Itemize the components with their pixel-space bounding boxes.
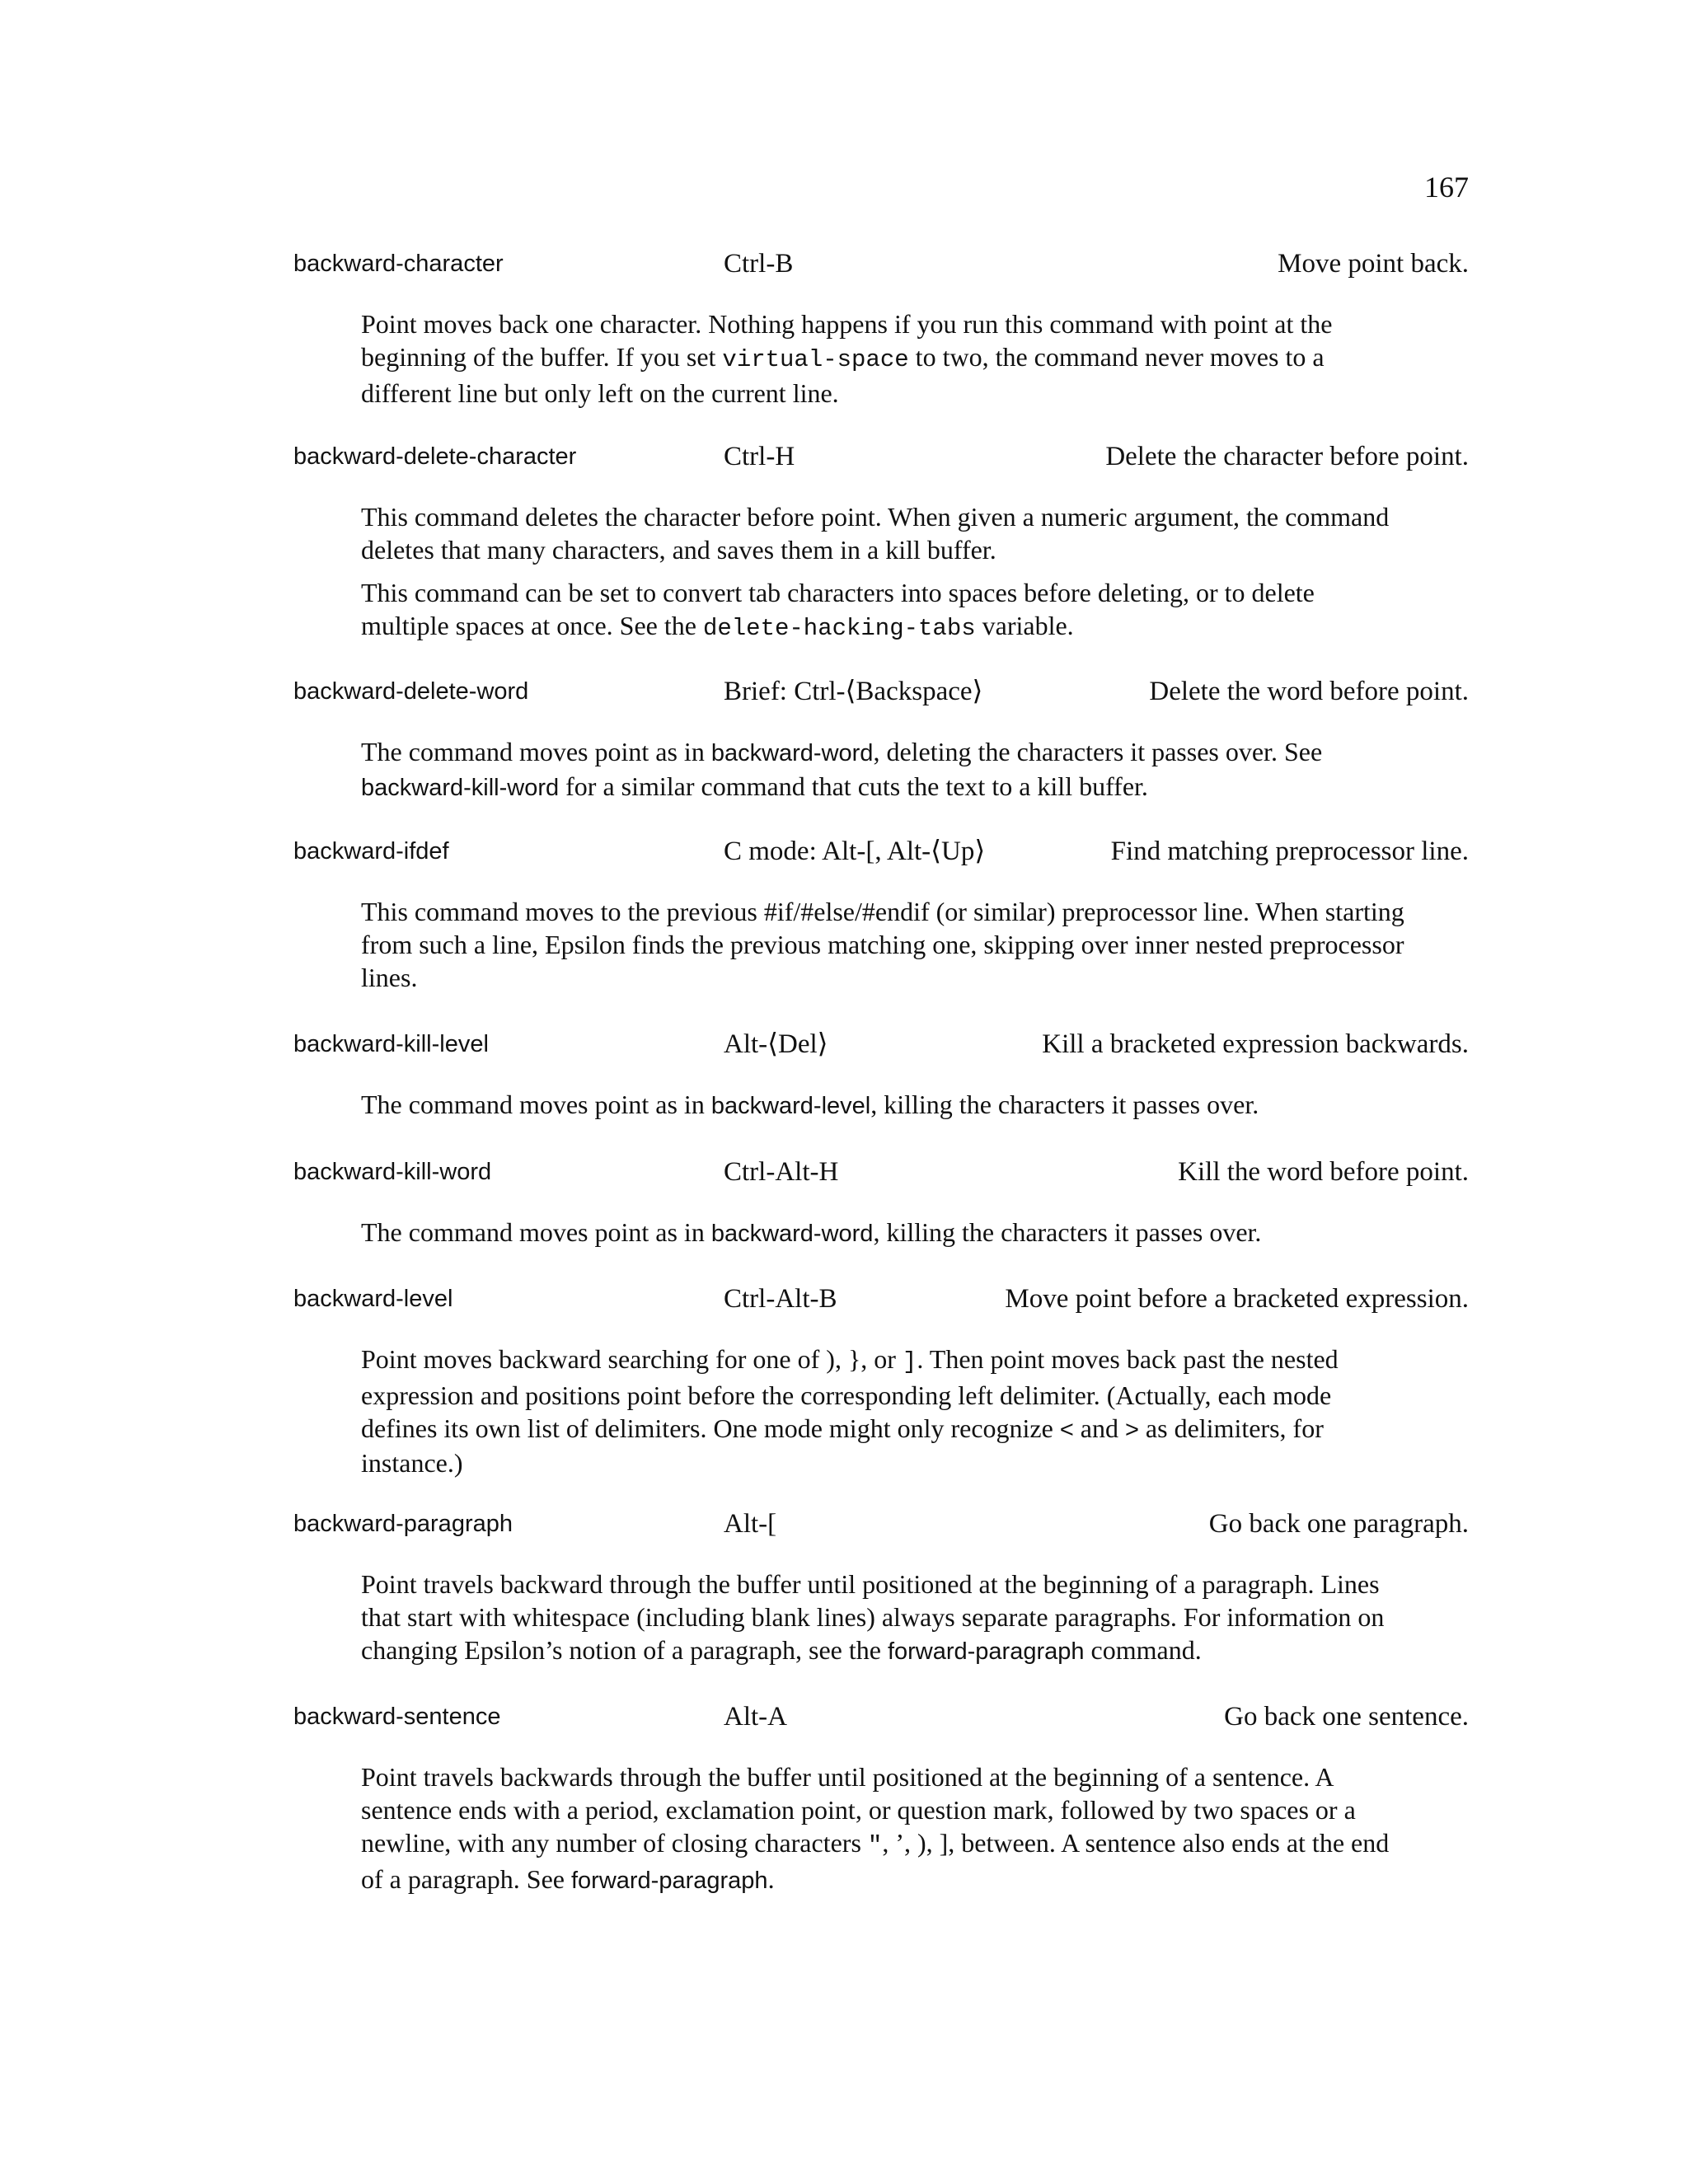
text-run: variable.	[975, 611, 1074, 640]
command-summary: Delete the word before point.	[1149, 677, 1469, 706]
command-summary: Go back one paragraph.	[1208, 1509, 1469, 1539]
key-binding: Ctrl-B	[724, 249, 794, 279]
description-paragraph	[361, 1343, 1408, 1479]
command-entry	[293, 672, 1469, 814]
entry-header	[293, 244, 1469, 284]
command-entry	[293, 1279, 1469, 1489]
command-summary: Move point back.	[1278, 249, 1469, 279]
text-run: .	[767, 1864, 775, 1894]
command-entry	[293, 437, 1469, 655]
command-reference: backward-word	[710, 1221, 874, 1247]
text-run: to two, the command never moves to a different line but only left on the current line.	[361, 342, 1325, 408]
command-name: backward-delete-character	[293, 443, 577, 470]
description-paragraph	[361, 1088, 1408, 1122]
command-name: backward-sentence	[293, 1704, 501, 1730]
command-summary: Delete the character before point.	[1105, 442, 1469, 471]
code-literal: "	[867, 1832, 883, 1859]
text-run: Point travels backwards through the buffer until positioned at the beginning of a sentence. A sentence ends with a period, exclamation point, or question mark, followed by two spaces or a newline, with any number of closing characters	[361, 1762, 1356, 1858]
command-entry	[293, 244, 1469, 419]
key-binding: Brief: Ctrl-⟨Backspace⟩	[724, 677, 983, 706]
command-entry	[293, 1504, 1469, 1678]
command-description	[361, 1216, 1408, 1250]
key-binding: Alt-⟨Del⟩	[724, 1029, 828, 1059]
command-reference: backward-word	[710, 740, 874, 766]
text-run: . Then point moves back past the nested expression and positions point before the corresponding left delimiter. (Actually, each mode defines its own list of delimiters. One mode might only recognize	[361, 1344, 1339, 1443]
text-run: This command can be set to convert tab characters into spaces before deleting, or to delete multiple spaces at once. See the	[361, 578, 1315, 640]
entry-header	[293, 1024, 1469, 1064]
key-binding: C mode: Alt-[, Alt-⟨Up⟩	[724, 837, 986, 866]
text-run: This command deletes the character before point. When given a numeric argument, the command deletes that many characters, and saves them in a kill buffer.	[361, 502, 1390, 565]
text-run: as delimiters, for instance.)	[361, 1413, 1324, 1478]
description-paragraph	[361, 895, 1408, 994]
command-name: backward-delete-word	[293, 678, 529, 705]
code-literal: ]	[902, 1348, 917, 1376]
key-binding: Ctrl-Alt-H	[724, 1157, 839, 1187]
description-paragraph	[361, 1216, 1408, 1250]
command-summary: Move point before a bracketed expression.	[1005, 1284, 1469, 1314]
text-run: , killing the characters it passes over.	[870, 1090, 1259, 1119]
description-paragraph	[361, 576, 1408, 645]
text-run: command.	[1084, 1635, 1202, 1665]
command-name: backward-kill-word	[293, 1159, 492, 1185]
command-entry	[293, 1697, 1469, 1907]
text-run: , ’, ), ], between. A sentence also ends at the end of a paragraph. See	[361, 1828, 1390, 1894]
command-summary: Kill the word before point.	[1178, 1157, 1469, 1187]
description-paragraph	[361, 500, 1408, 566]
text-run: Point travels backward through the buffer until positioned at the beginning of a paragraph. Lines that start with whitespace (including blank lines) always separate paragraphs. For information on changing Epsilon’s notion of a paragraph, see the	[361, 1569, 1385, 1665]
entry-header	[293, 672, 1469, 711]
entry-header	[293, 1697, 1469, 1736]
entry-header	[293, 832, 1469, 871]
entry-header	[293, 1152, 1469, 1192]
description-paragraph	[361, 735, 1408, 804]
command-reference: >	[1124, 1417, 1139, 1443]
text-run: , killing the characters it passes over.	[873, 1217, 1262, 1247]
text-run: The command moves point as in	[361, 1217, 711, 1247]
text-run: , deleting the characters it passes over. See	[873, 737, 1323, 766]
command-description	[361, 895, 1408, 994]
command-entry	[293, 1024, 1469, 1132]
command-summary: Find matching preprocessor line.	[1110, 837, 1469, 866]
entry-header	[293, 1504, 1469, 1544]
page-number: 167	[1424, 171, 1469, 204]
text-run: Point moves backward searching for one of ), }, or	[361, 1344, 903, 1374]
command-description	[361, 1568, 1408, 1668]
command-reference: forward-paragraph	[570, 1868, 768, 1894]
command-name: backward-level	[293, 1286, 453, 1312]
command-description	[361, 500, 1408, 645]
command-description	[361, 735, 1408, 804]
command-reference: backward-kill-word	[361, 775, 560, 801]
command-description	[361, 1343, 1408, 1479]
entry-header	[293, 437, 1469, 476]
command-reference: forward-paragraph	[887, 1638, 1085, 1665]
command-description	[361, 1088, 1408, 1122]
command-name: backward-kill-level	[293, 1031, 489, 1057]
text-run: This command moves to the previous #if/#else/#endif (or similar) preprocessor line. When starting from such a line, Epsilon finds the previous matching one, skipping over inner nested preprocessor lines.	[361, 897, 1404, 992]
command-reference: backward-level	[710, 1093, 871, 1119]
command-entry	[293, 832, 1469, 1004]
description-paragraph	[361, 307, 1408, 410]
description-paragraph	[361, 1760, 1408, 1897]
text-run: The command moves point as in	[361, 1090, 711, 1119]
key-binding: Alt-A	[724, 1702, 787, 1732]
key-binding: Ctrl-Alt-B	[724, 1284, 837, 1314]
code-literal: virtual-space	[722, 346, 909, 373]
entry-header	[293, 1279, 1469, 1319]
text-run: Point moves back one character. Nothing happens if you run this command with point at the beginning of the buffer. If you set	[361, 309, 1333, 372]
text-run: The command moves point as in	[361, 737, 711, 766]
command-entry	[293, 1152, 1469, 1260]
command-description	[361, 1760, 1408, 1897]
command-name: backward-character	[293, 251, 504, 277]
command-name: backward-paragraph	[293, 1511, 513, 1537]
command-reference: <	[1059, 1417, 1074, 1443]
key-binding: Alt-[	[724, 1509, 777, 1539]
command-name: backward-ifdef	[293, 838, 449, 865]
command-summary: Kill a bracketed expression backwards.	[1042, 1029, 1469, 1059]
text-run: for a similar command that cuts the text to a kill buffer.	[559, 771, 1148, 801]
description-paragraph	[361, 1568, 1408, 1668]
code-literal: delete-hacking-tabs	[702, 615, 976, 642]
command-summary: Go back one sentence.	[1224, 1702, 1469, 1732]
text-run: and	[1073, 1413, 1125, 1443]
command-description	[361, 307, 1408, 410]
key-binding: Ctrl-H	[724, 442, 795, 471]
